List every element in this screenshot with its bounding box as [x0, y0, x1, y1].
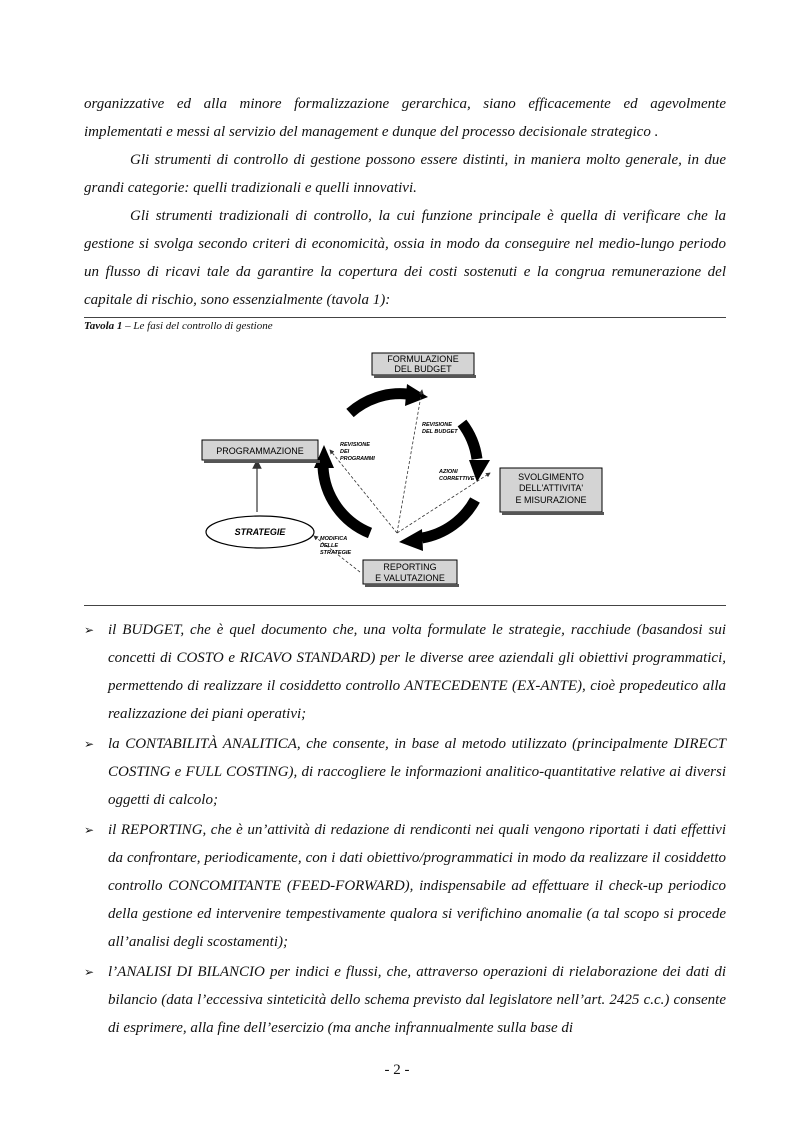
- svolgimento-line3: E MISURAZIONE: [515, 495, 587, 505]
- revisione-programmi-line3: PROGRAMMI: [340, 456, 375, 462]
- page-number: - 2 -: [384, 1062, 410, 1078]
- tools-list: [84, 616, 726, 1044]
- reporting-line2: E VALUTAZIONE: [375, 573, 445, 583]
- box-svolgimento-attivita: [500, 468, 604, 515]
- svolgimento-line2: DELL'ATTIVITA': [518, 483, 584, 493]
- cycle-arrowhead-bottom: [399, 529, 423, 551]
- arrow-bullet-icon: ➢: [84, 737, 95, 751]
- cycle-arrow-left: [323, 467, 370, 533]
- table-bottom-rule: [84, 605, 726, 606]
- list-item-text: il BUDGET, che è quel documento che, una volta formulate le strategie, racchiude (basandosi sui concetti di COSTO e RICAVO STANDARD) per le diverse aree aziendali gli obiettivi programmatici, permettendo di realizzare il cosiddetto controllo ANTECEDENTE (EX-ANTE), cioè propedeutico alla realizzazione dei piani operativi;: [108, 622, 726, 722]
- azioni-correttive-line1: AZIONI: [439, 469, 458, 475]
- modifica-strategie-line1: MODIFICA: [320, 536, 348, 542]
- arrow-bullet-icon: ➢: [84, 623, 95, 637]
- formulazione-line1: FORMULAZIONE: [387, 354, 459, 364]
- arrow-bullet-icon: ➢: [84, 823, 95, 837]
- formulazione-line2: DEL BUDGET: [394, 364, 452, 374]
- arrow-bullet-icon: ➢: [84, 965, 95, 979]
- reporting-line1: REPORTING: [383, 562, 437, 572]
- azioni-correttive-line2: CORRETTIVE: [439, 476, 475, 482]
- list-item: [84, 616, 726, 728]
- cycle-arrowhead-top: [405, 384, 428, 406]
- list-item: [84, 730, 726, 814]
- strategie-label: STRATEGIE: [234, 527, 286, 537]
- cycle-arrow-top: [350, 394, 407, 413]
- modifica-strategie-line2: DELLE: [320, 543, 339, 549]
- list-item-text: il REPORTING, che è un’attività di redazione di rendiconti nei quali vengono riportati i dati effettivi da confrontare, periodicamente, con i dati obiettivo/programmatici in modo da realizzare il cosiddetto controllo CONCOMITANTE (FEED-FORWARD), indispensabile ad effettuare il check-up periodico della gestione ed intervenire tempestivamente qualora si verifichino anomalie (a tal scopo si procede all’analisi degli scostamenti);: [108, 822, 726, 950]
- list-item-text: l’ANALISI DI BILANCIO per indici e flussi, che, attraverso operazioni di rielaborazione dei dati di bilancio (data l’eccessiva sinteticità dello schema previsto dal legislatore nell’art. 2425 c.c.) consente di esprimere, alla fine dell’esercizio (ma anche infrannualmente sulla base di: [108, 964, 726, 1036]
- table-top-rule: [84, 317, 726, 318]
- revisione-budget-line2: DEL BUDGET: [422, 429, 458, 435]
- box-reporting-valutazione: [363, 560, 459, 587]
- svolgimento-line1: SVOLGIMENTO: [518, 472, 584, 482]
- ellipse-strategie: [206, 516, 314, 548]
- list-item-text: la CONTABILITÀ ANALITICA, che consente, in base al metodo utilizzato (principalmente DIRECT COSTING e FULL COSTING), di raccogliere le informazioni analitico-quantitative relative ai diversi oggetti di calcolo;: [108, 736, 726, 808]
- cycle-arrow-bottom: [422, 500, 475, 538]
- box-programmazione: [202, 440, 320, 463]
- arrow-revisione-programmi: [330, 450, 397, 533]
- paragraph-traditional-tools: Gli strumenti tradizionali di controllo, la cui funzione principale è quella di verificare che la gestione si svolga secondo criteri di economicità, ossia in modo da conseguire nel medio-lungo periodo un flusso di ricavi tale da garantire la copertura dei costi sostenuti e la congrua remunerazione del capitale di rischio, sono essenzialmente (tavola 1):: [84, 208, 726, 308]
- table-caption: [84, 320, 273, 332]
- arrow-revisione-budget: [397, 390, 422, 533]
- cycle-arrow-right: [462, 423, 477, 459]
- cycle-arrows: [314, 384, 490, 551]
- revisione-programmi-line2: DEI: [340, 449, 350, 455]
- control-cycle-diagram: [190, 340, 620, 590]
- paragraph-intro-continued: organizzative ed alla minore formalizzazione gerarchica, siano efficacemente ed agevolmente implementati e messi al servizio del management e dunque del processo decisionale strategico .: [84, 96, 726, 140]
- caption-label: Tavola 1: [84, 320, 123, 332]
- list-item: [84, 816, 726, 956]
- programmazione-label: PROGRAMMAZIONE: [216, 446, 304, 456]
- list-item: [84, 958, 726, 1042]
- modifica-strategie-line3: STRATEGIE: [320, 550, 352, 556]
- caption-text: – Le fasi del controllo di gestione: [122, 320, 273, 332]
- box-formulazione-budget: [372, 353, 476, 378]
- revisione-programmi-line1: REVISIONE: [340, 442, 370, 448]
- revisione-budget-line1: REVISIONE: [422, 422, 452, 428]
- paragraph-categories: Gli strumenti di controllo di gestione possono essere distinti, in maniera molto generale, in due grandi categorie: quelli tradizionali e quelli innovativi.: [84, 152, 726, 196]
